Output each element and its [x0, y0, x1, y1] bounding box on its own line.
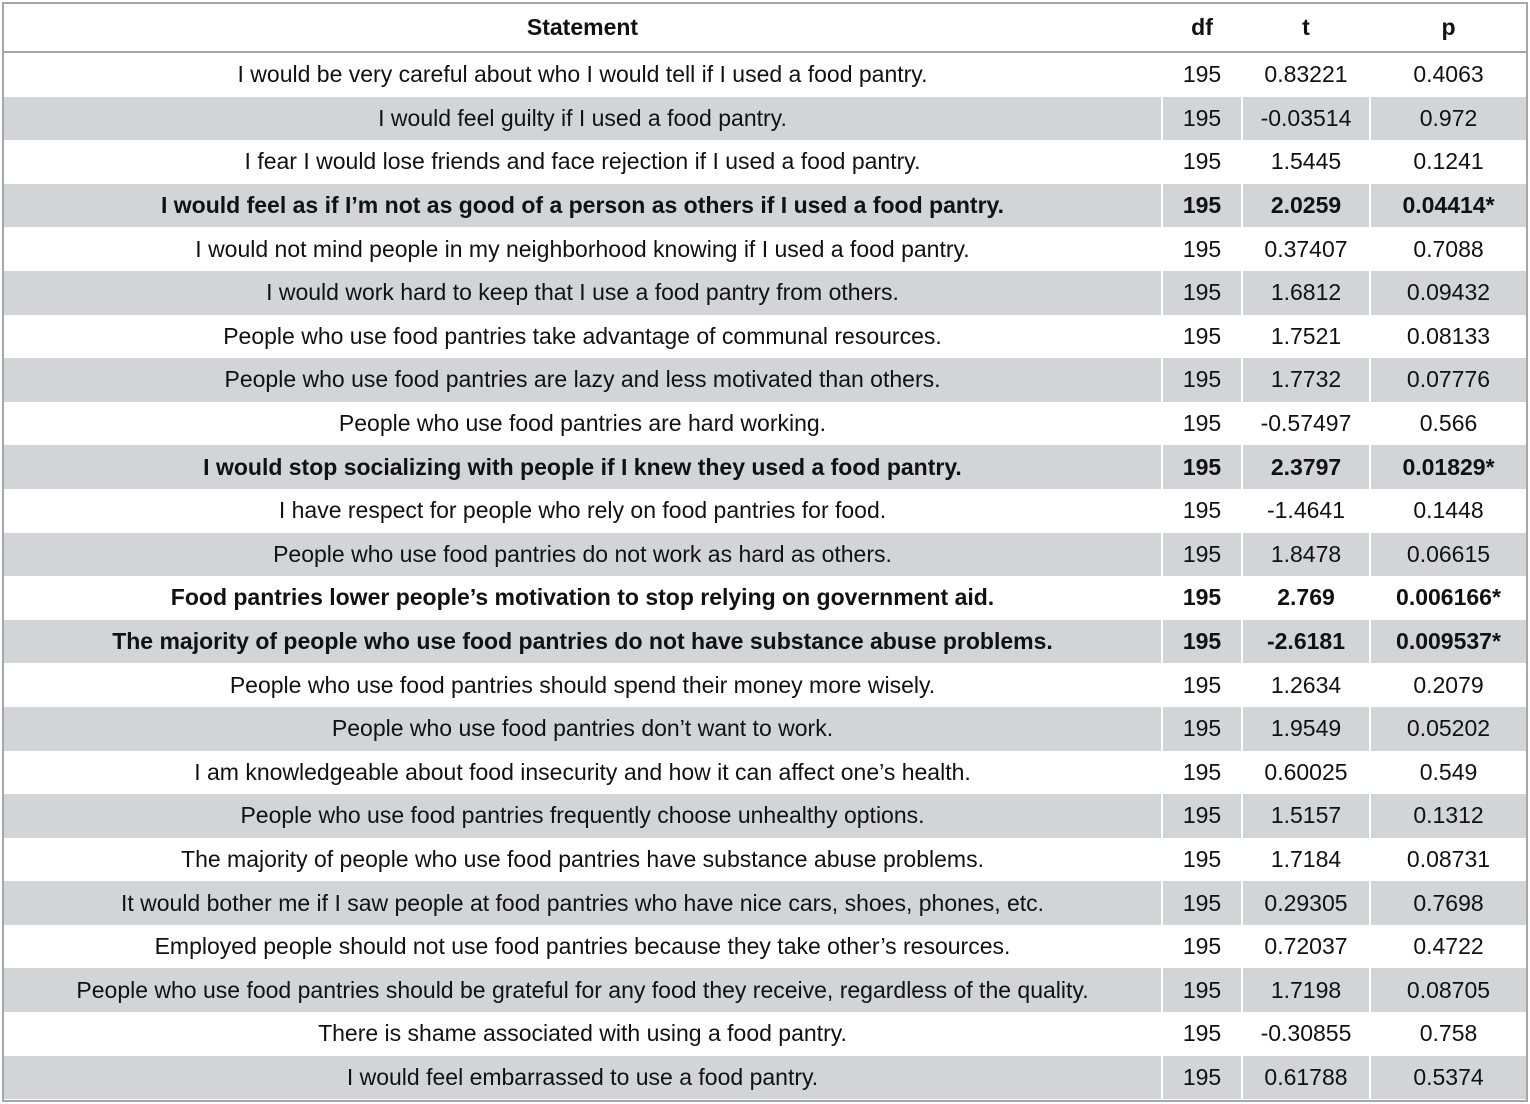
cell-df: 195: [1162, 315, 1242, 359]
table-header-row: [4, 4, 1526, 52]
cell-df: 195: [1162, 881, 1242, 925]
table-row: [4, 1012, 1526, 1056]
cell-p: 0.08133: [1370, 315, 1526, 359]
cell-t: 1.9549: [1242, 707, 1370, 751]
cell-df: 195: [1162, 751, 1242, 795]
cell-df: 195: [1162, 838, 1242, 882]
table-row: [4, 751, 1526, 795]
cell-p: 0.07776: [1370, 358, 1526, 402]
cell-p: 0.566: [1370, 402, 1526, 446]
header-p: p: [1370, 4, 1526, 52]
cell-df: 195: [1162, 533, 1242, 577]
cell-t: 1.8478: [1242, 533, 1370, 577]
cell-t: -0.30855: [1242, 1012, 1370, 1056]
table-row: [4, 227, 1526, 271]
cell-t: 0.83221: [1242, 52, 1370, 97]
cell-statement: I would stop socializing with people if I knew they used a food pantry.: [4, 445, 1162, 489]
cell-t: -2.6181: [1242, 620, 1370, 664]
cell-p: 0.08731: [1370, 838, 1526, 882]
cell-p: 0.549: [1370, 751, 1526, 795]
cell-p: 0.01829*: [1370, 445, 1526, 489]
cell-p: 0.7698: [1370, 881, 1526, 925]
cell-t: 1.7184: [1242, 838, 1370, 882]
cell-df: 195: [1162, 184, 1242, 228]
cell-df: 195: [1162, 968, 1242, 1012]
cell-statement: People who use food pantries frequently choose unhealthy options.: [4, 794, 1162, 838]
cell-statement: People who use food pantries do not work as hard as others.: [4, 533, 1162, 577]
cell-statement: People who use food pantries should be grateful for any food they receive, regardless of the quality.: [4, 968, 1162, 1012]
cell-p: 0.08705: [1370, 968, 1526, 1012]
header-t: t: [1242, 4, 1370, 52]
table-row: [4, 271, 1526, 315]
cell-t: 2.769: [1242, 576, 1370, 620]
cell-statement: I fear I would lose friends and face rejection if I used a food pantry.: [244, 148, 921, 175]
cell-statement: Food pantries lower people’s motivation to stop relying on government aid.: [170, 584, 995, 611]
cell-statement: Employed people should not use food pantries because they take other’s resources.: [154, 933, 1011, 960]
cell-df: 195: [1162, 620, 1242, 664]
cell-p: 0.7088: [1370, 227, 1526, 271]
results-table: [4, 4, 1526, 1099]
cell-df: 195: [1162, 271, 1242, 315]
cell-p: 0.4063: [1370, 52, 1526, 97]
cell-p: 0.4722: [1370, 925, 1526, 969]
cell-statement: The majority of people who use food pantries do not have substance abuse problems.: [4, 620, 1162, 664]
table-row: [4, 794, 1526, 838]
cell-df: 195: [1162, 402, 1242, 446]
cell-df: 195: [1162, 489, 1242, 533]
cell-t: 2.3797: [1242, 445, 1370, 489]
cell-t: 1.5157: [1242, 794, 1370, 838]
cell-statement: I would be very careful about who I would tell if I used a food pantry.: [237, 61, 928, 88]
table-row: [4, 97, 1526, 141]
header-statement: Statement: [4, 4, 1162, 52]
cell-statement: I would feel as if I’m not as good of a person as others if I used a food pantry.: [4, 184, 1162, 228]
cell-p: 0.05202: [1370, 707, 1526, 751]
cell-statement: People who use food pantries are lazy and less motivated than others.: [4, 358, 1162, 402]
table-row: [4, 968, 1526, 1012]
cell-p: 0.5374: [1370, 1056, 1526, 1100]
cell-df: 195: [1162, 97, 1242, 141]
cell-statement: The majority of people who use food pantries have substance abuse problems.: [181, 845, 984, 872]
cell-statement: It would bother me if I saw people at food pantries who have nice cars, shoes, phones, etc.: [4, 881, 1162, 925]
cell-df: 195: [1162, 52, 1242, 97]
cell-t: 1.5445: [1242, 140, 1370, 184]
cell-df: 195: [1162, 576, 1242, 620]
table-row: [4, 184, 1526, 228]
cell-t: 1.7198: [1242, 968, 1370, 1012]
table-body: [4, 52, 1526, 1099]
table-row: [4, 315, 1526, 359]
table-row: [4, 663, 1526, 707]
cell-t: -0.57497: [1242, 402, 1370, 446]
cell-statement: I have respect for people who rely on food pantries for food.: [278, 497, 887, 524]
cell-df: 195: [1162, 445, 1242, 489]
cell-t: 1.7732: [1242, 358, 1370, 402]
cell-df: 195: [1162, 140, 1242, 184]
cell-t: 0.72037: [1242, 925, 1370, 969]
cell-df: 195: [1162, 358, 1242, 402]
cell-statement: People who use food pantries take advantage of communal resources.: [223, 322, 942, 349]
cell-p: 0.06615: [1370, 533, 1526, 577]
cell-p: 0.758: [1370, 1012, 1526, 1056]
table-row: [4, 489, 1526, 533]
cell-t: 0.37407: [1242, 227, 1370, 271]
table-row: [4, 1056, 1526, 1100]
table-row: [4, 576, 1526, 620]
cell-p: 0.09432: [1370, 271, 1526, 315]
cell-statement: People who use food pantries are hard working.: [338, 410, 827, 437]
table-row: [4, 358, 1526, 402]
cell-df: 195: [1162, 794, 1242, 838]
cell-t: 0.60025: [1242, 751, 1370, 795]
cell-df: 195: [1162, 707, 1242, 751]
cell-p: 0.006166*: [1370, 576, 1526, 620]
cell-p: 0.1312: [1370, 794, 1526, 838]
cell-t: 1.7521: [1242, 315, 1370, 359]
cell-df: 195: [1162, 663, 1242, 707]
cell-statement: There is shame associated with using a food pantry.: [318, 1020, 847, 1047]
table-row: [4, 533, 1526, 577]
cell-df: 195: [1162, 1012, 1242, 1056]
cell-p: 0.1448: [1370, 489, 1526, 533]
cell-t: 0.29305: [1242, 881, 1370, 925]
table-row: [4, 52, 1526, 97]
cell-df: 195: [1162, 925, 1242, 969]
cell-p: 0.972: [1370, 97, 1526, 141]
cell-statement: People who use food pantries should spend their money more wisely.: [229, 671, 936, 698]
table-row: [4, 707, 1526, 751]
cell-t: 1.2634: [1242, 663, 1370, 707]
table-row: [4, 838, 1526, 882]
table-row: [4, 402, 1526, 446]
cell-statement: I would feel guilty if I used a food pantry.: [4, 97, 1162, 141]
cell-t: 2.0259: [1242, 184, 1370, 228]
table-row: [4, 881, 1526, 925]
header-df: df: [1162, 4, 1242, 52]
cell-t: -0.03514: [1242, 97, 1370, 141]
cell-p: 0.2079: [1370, 663, 1526, 707]
cell-statement: I am knowledgeable about food insecurity and how it can affect one’s health.: [194, 758, 971, 785]
table-row: [4, 140, 1526, 184]
results-table-frame: [2, 2, 1528, 1102]
table-row: [4, 925, 1526, 969]
cell-statement: I would feel embarrassed to use a food pantry.: [4, 1056, 1162, 1100]
cell-p: 0.04414*: [1370, 184, 1526, 228]
cell-df: 195: [1162, 1056, 1242, 1100]
cell-p: 0.1241: [1370, 140, 1526, 184]
table-row: [4, 445, 1526, 489]
cell-df: 195: [1162, 227, 1242, 271]
cell-p: 0.009537*: [1370, 620, 1526, 664]
cell-t: 1.6812: [1242, 271, 1370, 315]
cell-statement: People who use food pantries don’t want to work.: [4, 707, 1162, 751]
cell-statement: I would not mind people in my neighborhood knowing if I used a food pantry.: [195, 235, 970, 262]
table-row: [4, 620, 1526, 664]
cell-statement: I would work hard to keep that I use a food pantry from others.: [4, 271, 1162, 315]
cell-t: 0.61788: [1242, 1056, 1370, 1100]
cell-t: -1.4641: [1242, 489, 1370, 533]
